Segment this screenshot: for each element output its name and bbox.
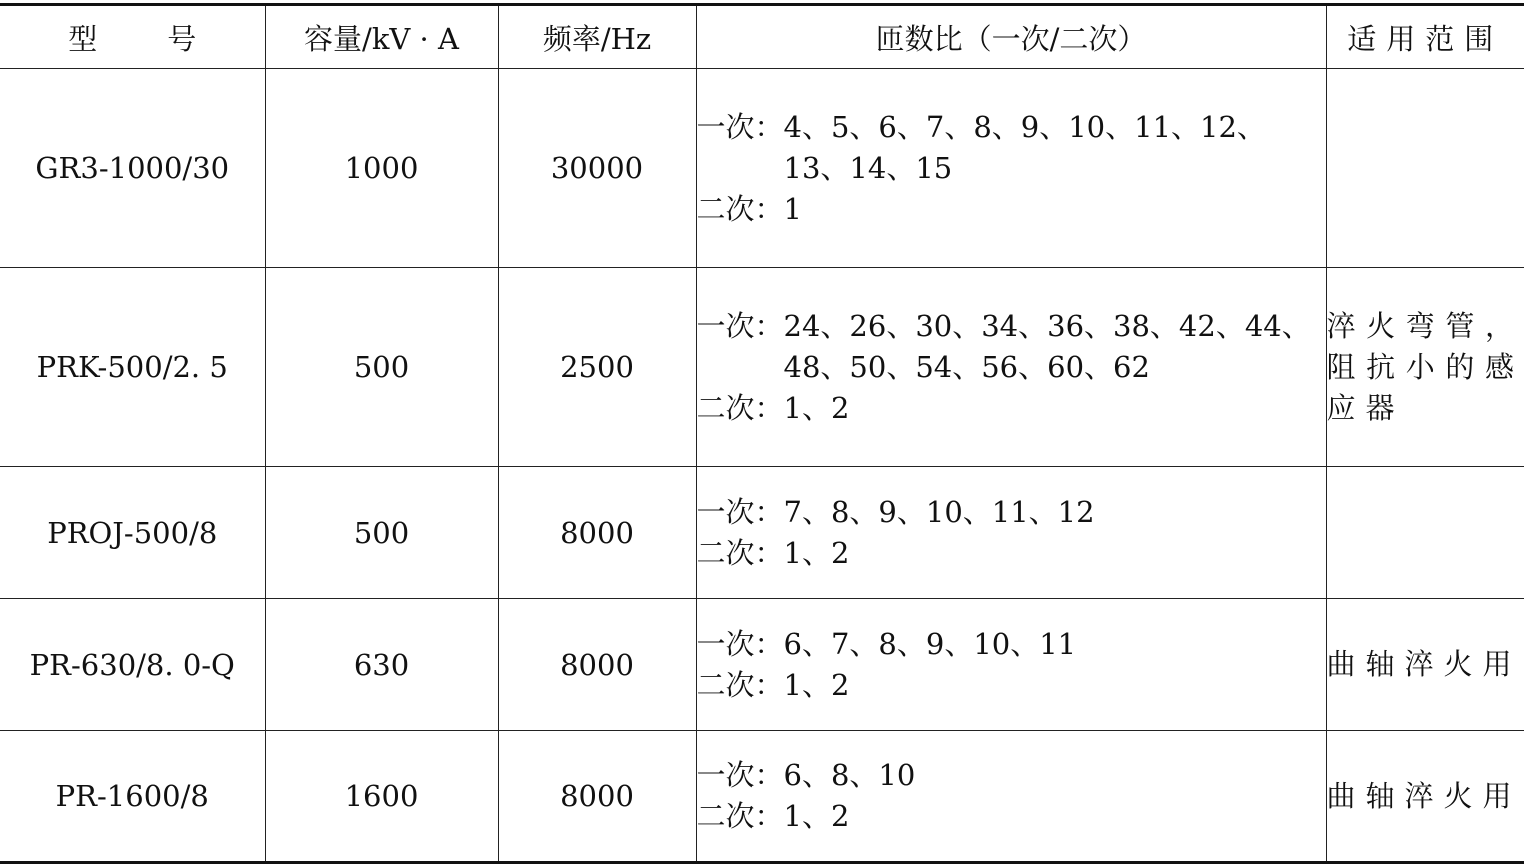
cell-turns-ratio [696, 467, 1326, 599]
primary-line: 一次： 6、7、8、9、10、11 [696, 626, 1077, 661]
cell-application: 曲轴淬火用 [1326, 731, 1524, 863]
table-row [0, 69, 1524, 268]
cell-turns-ratio [696, 69, 1326, 268]
cell-capacity: 1000 [265, 69, 498, 268]
cell-frequency: 8000 [498, 599, 696, 731]
header-frequency: 频率/Hz [498, 5, 696, 69]
transformer-spec-table [0, 3, 1524, 864]
cell-model: PRK-500/2. 5 [0, 268, 265, 467]
cell-model: PR-1600/8 [0, 731, 265, 863]
table-row [0, 268, 1524, 467]
cell-frequency: 8000 [498, 731, 696, 863]
cell-model: GR3-1000/30 [0, 69, 265, 268]
cell-application [1326, 69, 1524, 268]
header-turns-ratio: 匝数比（一次/二次） [696, 5, 1326, 69]
secondary-line: 二次： 1、2 [696, 390, 850, 425]
cell-capacity: 500 [265, 467, 498, 599]
cell-frequency: 2500 [498, 268, 696, 467]
secondary-line: 二次： 1、2 [696, 667, 850, 702]
cell-model: PROJ-500/8 [0, 467, 265, 599]
header-model: 型 号 [0, 5, 265, 69]
cell-frequency: 30000 [498, 69, 696, 268]
cell-model: PR-630/8. 0-Q [0, 599, 265, 731]
header-application: 适用范围 [1326, 5, 1524, 69]
table-row [0, 731, 1524, 863]
cell-turns-ratio [696, 731, 1326, 863]
secondary-line: 二次： 1、2 [696, 535, 850, 570]
cell-turns-ratio [696, 268, 1326, 467]
primary-line: 一次： 24、26、30、34、36、38、42、44、48、50、54、56、60、62 [696, 308, 1311, 384]
cell-application: 淬火弯管，阻抗小的感应器 [1326, 268, 1524, 467]
cell-application: 曲轴淬火用 [1326, 599, 1524, 731]
cell-capacity: 1600 [265, 731, 498, 863]
header-row [0, 5, 1524, 69]
cell-capacity: 630 [265, 599, 498, 731]
header-capacity: 容量/kV · A [265, 5, 498, 69]
table-row [0, 599, 1524, 731]
cell-capacity: 500 [265, 268, 498, 467]
primary-line: 一次： 7、8、9、10、11、12 [696, 494, 1095, 529]
primary-line: 一次： 6、8、10 [696, 758, 916, 792]
table-row [0, 467, 1524, 599]
primary-line: 一次： 4、5、6、7、8、9、10、11、12、13、14、15 [696, 109, 1266, 185]
cell-turns-ratio [696, 599, 1326, 731]
cell-frequency: 8000 [498, 467, 696, 599]
secondary-line: 二次： 1、2 [696, 799, 850, 833]
cell-application [1326, 467, 1524, 599]
secondary-line: 二次： 1 [696, 191, 802, 226]
